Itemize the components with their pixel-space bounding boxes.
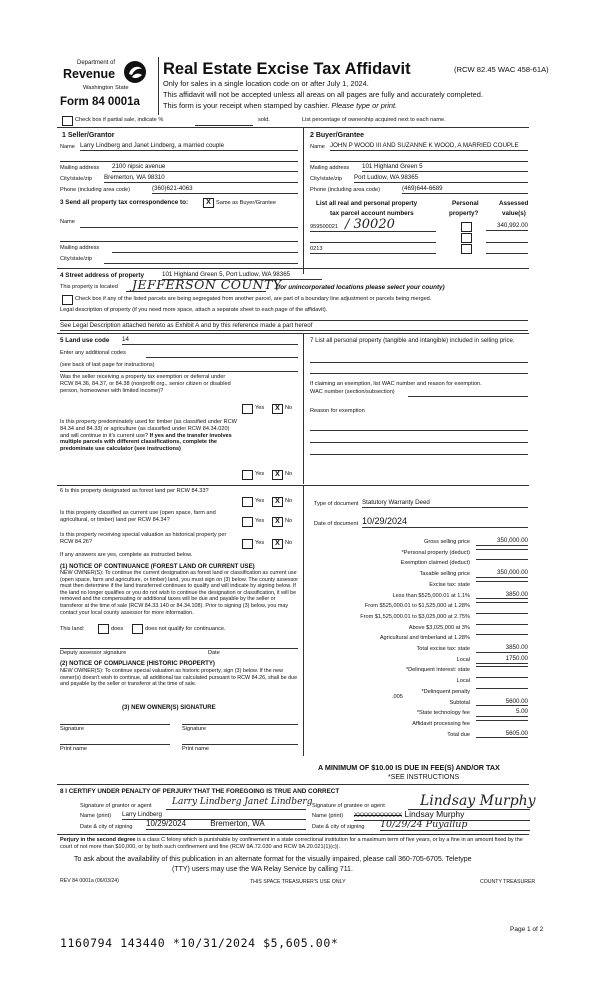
section3-name-label: Name [60, 219, 75, 225]
tax-row-value[interactable]: 350,000.00 [476, 538, 528, 546]
section12-divider [303, 128, 304, 274]
section3-city-label: City/state/zip [60, 256, 93, 262]
grantor-signature-line[interactable] [166, 809, 306, 810]
buyer-name-label: Name [310, 144, 325, 150]
additional-codes-field[interactable] [146, 357, 298, 358]
owner-printname-label-2: Print name [182, 746, 210, 752]
grantor-name-field[interactable]: Larry Lindberg [122, 812, 306, 820]
owner-signature-label-1: Signature [60, 726, 84, 732]
segregated-checkbox[interactable] [62, 295, 73, 305]
form-title: Real Estate Excise Tax Affidavit [163, 60, 411, 78]
scan-stamp: 1160794 143440 *10/31/2024 $5,605.00* [60, 936, 339, 950]
tax-row-value[interactable] [476, 581, 528, 582]
section3-mailing-field[interactable] [112, 252, 298, 253]
ownership-note: List percentage of ownership acquired next to each name. [302, 117, 446, 123]
seller-phone-field[interactable]: (360)621-4063 [152, 186, 298, 194]
q-current-use-yes-label: Yes [255, 518, 265, 524]
tax-row-label: Local [456, 656, 470, 663]
reason-field-1[interactable] [310, 430, 528, 431]
section3-label: 3 Send all property tax correspondence to: [60, 199, 189, 206]
tax-row-value[interactable]: 5600.00 [476, 699, 528, 707]
grantee-name-struck: XXXXXXXXXXXX [354, 813, 403, 819]
legal-description-value[interactable]: See Legal Description attached hereto as Exhibit A and by this reference made a part hereof [60, 323, 528, 331]
q-current-use-no-checkbox[interactable]: X [272, 517, 283, 527]
notice2-text: NEW OWNER(S): To continue special valuation as historic property, sign (3) below. If the new owner(s) doesn't wish to continue, all additional tax calculated pursuant to RCW 84.26, shall be due and payable by the seller or transferor at the time of sale. [60, 668, 298, 688]
page-number: Page 1 of 2 [510, 926, 544, 933]
buyer-mailing-label: Mailing address [310, 165, 350, 171]
seller-city-label: City/state/zip [60, 176, 93, 182]
deputy-date-label: Date [208, 650, 220, 656]
section3-mailing-label: Mailing address [60, 245, 100, 251]
partial-sale-checkbox[interactable] [62, 116, 73, 126]
doc-date-label: Date of document [314, 521, 359, 527]
grantor-date-field[interactable] [146, 820, 306, 830]
dept-line1: Department of [77, 60, 116, 66]
q-exemption-no-checkbox[interactable]: X [272, 404, 283, 414]
grantee-date-label: Date & city of signing [312, 824, 365, 830]
tax-row-label: Exemption claimed (deduct) [400, 560, 470, 567]
parcel1-value[interactable]: 340,992.00 [486, 223, 528, 231]
seller-phone-label: Phone (including area code) [60, 187, 130, 193]
rule-section8 [57, 784, 529, 785]
grantor-city: Bremerton, WA [210, 819, 265, 828]
parcel-col3b-header: value(s) [502, 210, 526, 217]
seller-mailing-label: Mailing address [60, 165, 100, 171]
does-not-qualify-checkbox[interactable] [132, 624, 143, 634]
q-timber-no-label: No [285, 471, 293, 477]
parcel-col3-header: Assessed [499, 200, 529, 207]
tax-row-value[interactable] [476, 613, 528, 614]
parcel1-personal-checkbox[interactable] [461, 222, 472, 232]
rule-section6 [57, 485, 529, 486]
q-historic-text: Is this property receiving special valuation as historical property per RCW 84.26? [60, 532, 227, 545]
parcel2-value-line [486, 242, 528, 243]
tax-row-label: Total due [447, 731, 470, 738]
tax-row-label: From $525,000.01 to $1,525,000 at 1.28% [364, 603, 470, 610]
owner-printname-line-1[interactable] [60, 744, 170, 745]
section5-label: 5 Land use code [60, 337, 110, 344]
q-exemption-yes-label: Yes [255, 405, 265, 411]
q-forest-no-checkbox[interactable]: X [272, 497, 283, 507]
does-not-label: does not qualify for continuance. [145, 626, 226, 632]
deputy-signature-label: Deputy assessor signature [60, 650, 127, 656]
treasurer-only: THIS SPACE TREASURER'S USE ONLY [250, 879, 346, 885]
additional-codes-label: Enter any additional codes [60, 350, 126, 356]
located-label: This property is located [60, 284, 118, 290]
notice-line3 [163, 102, 397, 111]
seller-section-label: 1 Seller/Grantor [62, 132, 115, 139]
tax-row-label: *Personal property (deduct) [401, 549, 470, 556]
exemption-label: If claiming an exemption, list WAC number and reason for exemption. [310, 381, 482, 387]
notice2-title: (2) NOTICE OF COMPLIANCE (HISTORIC PROPERTY) [60, 660, 215, 667]
tax-row-value[interactable] [476, 688, 528, 689]
rule-section4 [57, 268, 529, 269]
tax-row-label: Excise tax: state [429, 581, 470, 588]
alt-format-line2: (TTY) users may use the WA Relay Service by calling 711. [172, 866, 353, 873]
buyer-mailing-field[interactable]: 101 Highland Green 5 [362, 164, 528, 172]
wac-field[interactable] [408, 396, 528, 397]
q-forest-text [60, 488, 238, 495]
seller-name-field[interactable]: Larry Lindberg and Janet Lindberg, a married couple [80, 143, 298, 151]
owner-signature-line-2[interactable] [182, 724, 298, 725]
tax-row-label: *State technology fee [416, 710, 470, 717]
county-note: (for unincorporated locations please select your county) [276, 284, 445, 291]
dept-line2: Revenue [63, 67, 116, 81]
tax-row-value[interactable]: 5.00 [476, 709, 528, 717]
notice-line3-em: Please type or print. [331, 101, 398, 110]
reason-field-3[interactable] [310, 454, 528, 455]
doc-type-label: Type of document [314, 501, 359, 507]
rule-q1 [60, 371, 298, 372]
grantee-signature-label: Signature of grantee or agent [312, 803, 385, 809]
minimum-notice: A MINIMUM OF $10.00 IS DUE IN FEE(S) AND/OR TAX [318, 763, 500, 772]
tax-row-value[interactable]: 1750.00 [476, 656, 528, 664]
parcel2-personal-checkbox[interactable] [461, 233, 472, 243]
parcel3-value-line [486, 253, 528, 254]
q-historic-yes-checkbox[interactable] [242, 539, 253, 549]
buyer-city-field[interactable]: Port Ludlow, WA 98365 [354, 175, 528, 183]
deputy-signature-line[interactable] [60, 648, 298, 649]
owner-signature-line-1[interactable] [60, 724, 170, 725]
seller-mailing-field[interactable]: 2100 nipsic avenue [112, 164, 298, 172]
county-field-line[interactable] [126, 291, 266, 292]
q-exemption-text: Was the seller receiving a property tax exemption or deferral under RCW 84.36, 84.37, or 84.38 (nonprofit org., senior citizen or disabled person, homeowner with limited income)? [60, 374, 231, 394]
tax-row-value[interactable] [476, 634, 528, 635]
partial-sale-percent-field[interactable] [195, 125, 253, 126]
reason-label: Reason for exemption [310, 408, 365, 414]
parcel-col2b-header: property? [449, 210, 479, 217]
section3-name-field[interactable] [80, 227, 298, 228]
this-land-label: This land: [60, 626, 85, 632]
parcel-col1b-header: tax parcel account numbers [330, 210, 414, 217]
property-address-field[interactable]: 101 Highland Green 5, Port Ludlow, WA 98365 [162, 272, 322, 280]
q-forest-text-bold: 6 Is this property designated as forest land per RCW 84.33? [60, 488, 209, 494]
tax-row-label: Above $3,025,000 at 3% [408, 624, 470, 631]
form-number: Form 84 0001a [60, 96, 140, 108]
grantor-signature-hand: Larry Lindberg Janet Lindberg [172, 797, 313, 807]
same-as-buyer-checkbox[interactable]: X [203, 198, 214, 208]
section8-label: 8 I CERTIFY UNDER PENALTY OF PERJURY THAT THE FOREGOING IS TRUE AND CORRECT [60, 788, 340, 795]
partial-sale-sold: sold. [258, 117, 270, 123]
buyer-city-label: City/state/zip [310, 176, 343, 182]
notice3-title: (3) NEW OWNER(S) SIGNATURE [122, 704, 216, 711]
q-current-use-text: Is this property classified as current use (open space, farm and agricultural, or timber) land per RCW 84.34? [60, 510, 216, 523]
see-back-label: (see back of last page for instructions) [60, 362, 155, 368]
grantor-name-label: Name (print) [80, 813, 112, 819]
seller-name-label: Name [60, 144, 75, 150]
parcel1-number[interactable]: 959500021 [310, 224, 338, 230]
q-timber-no-checkbox[interactable]: X [272, 470, 283, 480]
wac-label: WAC number (section/subsection) [310, 389, 395, 395]
tax-row-label: Less than $525,000.01 at 1.1% [392, 592, 470, 599]
tax-row-value[interactable]: 5605.00 [476, 731, 528, 739]
grantor-date-label: Date & city of signing [80, 824, 133, 830]
q-exemption-no-label: No [285, 405, 293, 411]
q-timber-yes-label: Yes [255, 471, 265, 477]
tax-row-label: From $1,525,000.01 to $3,025,000 at 2.75% [360, 613, 470, 620]
grantee-date-field[interactable]: 10/29/24 Puyallup [380, 820, 530, 831]
rev-number: REV 84 0001a (06/03/24) [60, 878, 119, 884]
tax-row-label: Local [456, 678, 470, 685]
grantor-date: 10/29/2024 [146, 819, 187, 828]
tax-row-label: *Delinquent penalty [421, 688, 470, 695]
alt-format-line1: To ask about the availability of this publication in an alternate format for the visually impaired, please call 360-705-6705. Teletype [74, 856, 472, 863]
buyer-section-label: 2 Buyer/Grantee [310, 132, 365, 139]
q-historic-yes-label: Yes [255, 540, 265, 546]
personal-property-line1[interactable] [310, 362, 528, 363]
section7-label: 7 List all personal property (tangible and intangible) included in selling price. [310, 337, 515, 344]
perjury-notice [60, 837, 528, 850]
rule-top [57, 127, 529, 128]
revenue-logo-icon [123, 60, 147, 84]
notice-line2: This affidavit will not be accepted unless all areas on all pages are fully and accurately completed. [163, 90, 483, 99]
parcel-col2-header: Personal [452, 200, 479, 207]
q-forest-no-label: No [285, 498, 293, 504]
buyer-name-extra-line [310, 161, 528, 162]
see-instructions: *SEE INSTRUCTIONS [388, 774, 460, 781]
rule-section5 [57, 333, 529, 334]
reason-field-2[interactable] [310, 442, 528, 443]
tax-row-value[interactable] [476, 720, 528, 721]
owner-signature-label-2: Signature [182, 726, 206, 732]
q-timber-text [60, 419, 240, 453]
dept-state: Washington State [83, 85, 129, 91]
grantee-name: Lindsay Murphy [404, 809, 465, 819]
same-as-buyer-label: Same as Buyer/Grantee [216, 200, 277, 206]
tax-row-label: Taxable selling price [419, 571, 470, 578]
tax-row-label: Subtotal [449, 699, 470, 706]
parcel2-number[interactable]: 0213 [310, 246, 323, 252]
tax-row-value[interactable]: 3850.00 [476, 592, 528, 600]
notice-line1: Only for sales in a single location code on or after July 1, 2024. [163, 79, 369, 88]
q-forest-yes-checkbox[interactable] [242, 497, 253, 507]
tax-row-value[interactable] [476, 624, 528, 625]
grantee-name-label: Name (print) [312, 813, 344, 819]
personal-property-line2[interactable] [310, 373, 528, 374]
does-label: does [111, 626, 124, 632]
doc-type-field[interactable]: Statutory Warranty Deed [362, 500, 528, 508]
doc-date-field[interactable]: 10/29/2024 [362, 517, 528, 528]
parcel2-line [310, 242, 436, 243]
q-historic-no-checkbox[interactable]: X [272, 539, 283, 549]
section3-name-extra-line [60, 241, 298, 242]
tax-row-label: Affidavit processing fee [412, 720, 470, 727]
county-handwritten: JEFFERSON COUNTY [132, 277, 282, 292]
tax-row-label: Agricultural and timberland at 1.28% [379, 635, 470, 642]
tax-row-value[interactable] [476, 559, 528, 560]
legal-description-label: Legal description of property (if you need more space, attach a separate sheet to each page of the affidavit). [60, 307, 328, 313]
owner-printname-line-2[interactable] [182, 744, 298, 745]
seller-city-field[interactable]: Bremerton, WA 98310 [104, 175, 298, 183]
tax-row-value[interactable] [476, 602, 528, 603]
parcel3-line [310, 253, 436, 254]
q-timber-yes-checkbox[interactable] [242, 470, 253, 480]
parcel1-line [310, 231, 436, 232]
q-forest-yes-label: Yes [255, 498, 265, 504]
buyer-phone-label: Phone (including area code) [310, 187, 380, 193]
segregated-label: Check box if any of the listed parcels are being segregated from another parcel, are part of a boundary line adjustment or parcels being merged. [75, 296, 432, 302]
form-rcw: (RCW 82.45 WAC 458-61A) [454, 65, 549, 74]
buyer-phone-field[interactable]: (469)644-6689 [402, 186, 528, 194]
tax-row-value[interactable]: 3850.00 [476, 645, 528, 653]
legal-line-1 [60, 320, 528, 321]
rule-footer [57, 834, 529, 835]
owner-printname-label-1: Print name [60, 746, 88, 752]
seller-name-extra-line [60, 161, 298, 162]
tax-row-value[interactable]: 350,000.00 [476, 570, 528, 578]
perjury-title: Perjury in the second degree [60, 837, 136, 843]
q-historic-no-label: No [285, 540, 293, 546]
section4-label: 4 Street address of property [60, 272, 144, 279]
tax-row-label: Total excise tax: state [416, 646, 470, 652]
q-current-use-no-label: No [285, 518, 293, 524]
tax-row-value[interactable] [476, 666, 528, 667]
section6-tax-divider [303, 486, 304, 756]
q-timber-text-b: If yes and the transfer involves multiple parcels with different classifications, complete the predominate use calculator (see instructions) [60, 432, 232, 453]
perjury-text: is a class C felony which is punishable by confinement in a state correctional institution for a maximum term of five years, or by a fine in an amount fixed by the court of not more than $10,000, or by both such confinement and fine (RCW 9A.72.030 and RCW 9A.20.021(1)(c)). [60, 837, 523, 850]
if-yes-note: If any answers are yes, complete as instructed below. [60, 552, 193, 558]
grantee-signature-hand: Lindsay Murphy [420, 793, 536, 809]
notice1-title: (1) NOTICE OF CONTINUANCE (FOREST LAND OR CURRENT USE) [60, 563, 255, 570]
tax-row-value[interactable] [476, 549, 528, 550]
q-timber-text-a: Is this property predominately used for timber (as classified under RCW 84.34 and 84.33) or agriculture (as classified under RCW 84.34.020) and will continue in it's current use? [60, 419, 237, 439]
county-treasurer: COUNTY TREASURER [480, 879, 536, 885]
q-exemption-yes-checkbox[interactable] [242, 404, 253, 414]
parcel3-personal-checkbox[interactable] [461, 244, 472, 254]
tax-row-value[interactable] [476, 677, 528, 678]
local-rate: .005 [392, 694, 403, 700]
partial-sale-label: Check box if partial sale, indicate % [75, 117, 164, 123]
section3-city-field[interactable] [104, 263, 298, 264]
header-divider [158, 57, 159, 115]
notice1-text: NEW OWNER(S): To continue the current designation as forest land or classification as current use (open space, farm and agriculture, or timber) land, you must sign on (3) below. The county assessor must then determine if the land transferred continues to qualify and will indicate by signing below. If the land no longer qualifies or you do not wish to continue the designation or classification, it will be removed and the compensating or additional taxes will be due and payable by the seller or transferor at the time of sale (RCW 84.33.140 or 84.34.108). Prior to signing (3) below, you may contact your local county assessor for more information. [60, 570, 299, 616]
parcel1-handwritten: / 30020 [345, 217, 395, 232]
tax-row-label: Gross selling price [423, 539, 470, 545]
notice-line3-text: This form is your receipt when stamped by cashier. [163, 101, 330, 110]
parcel-col1-header: List all real and personal property [316, 200, 418, 207]
does-qualify-checkbox[interactable] [98, 624, 109, 634]
buyer-name-field[interactable]: JOHN P WOOD III AND SUZANNE K WOOD, A MARRIED COUPLE [330, 143, 528, 151]
land-use-code-field[interactable]: 14 [122, 337, 298, 345]
q-current-use-yes-checkbox[interactable] [242, 517, 253, 527]
tax-row-label: *Delinquent interest: state [405, 667, 470, 674]
grantor-signature-label: Signature of grantor or agent [80, 803, 152, 809]
section57-divider [303, 334, 304, 484]
